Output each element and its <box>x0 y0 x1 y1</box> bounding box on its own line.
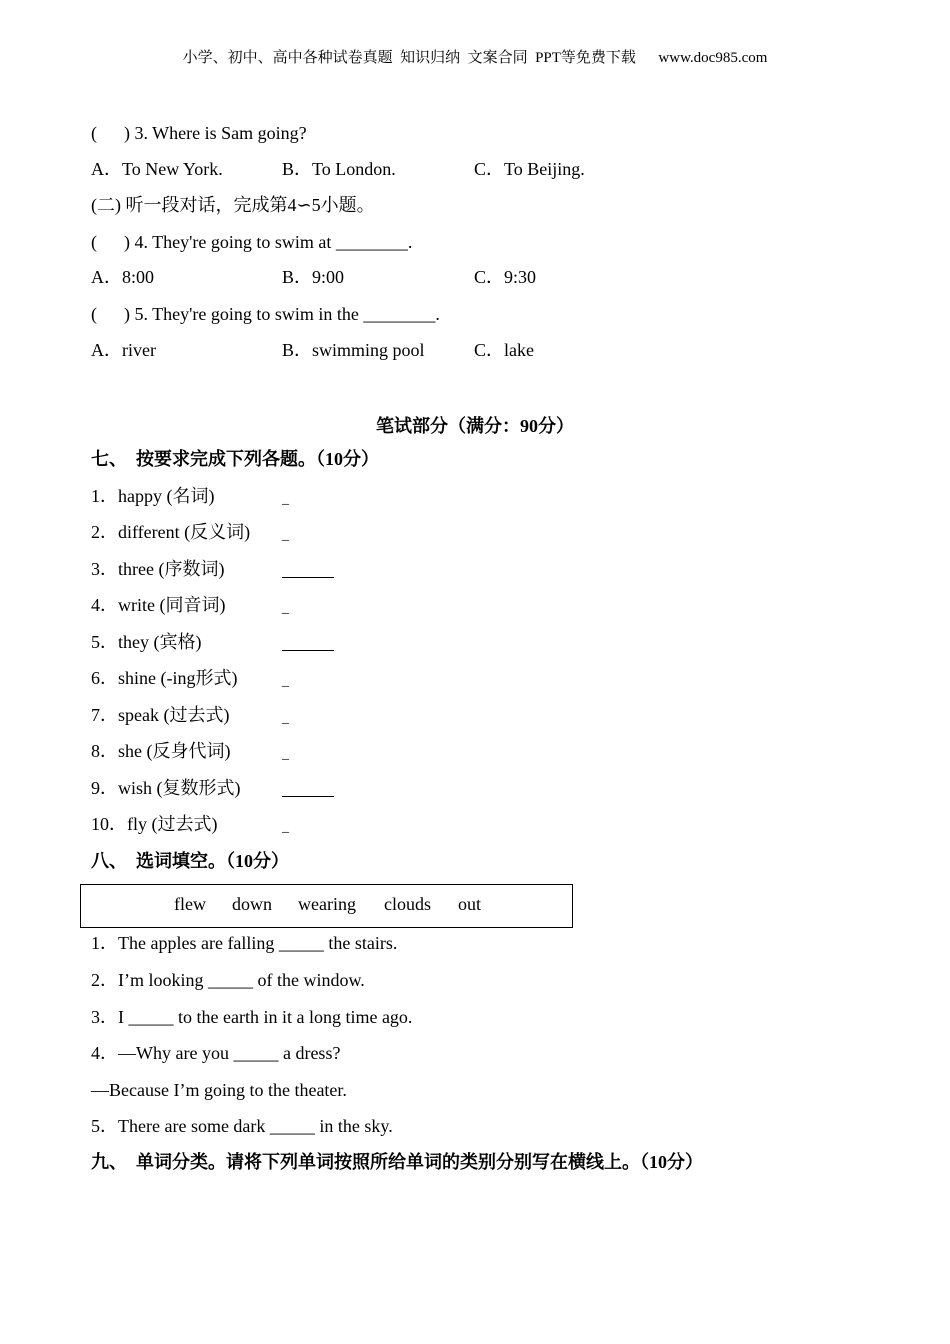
answer-line <box>282 650 334 651</box>
answer-blank: _ <box>282 820 289 835</box>
q5-option-a: A．river <box>91 340 156 360</box>
s8-item: 4．—Why are you _____ a dress? <box>91 1043 341 1063</box>
section-8-title: 八、 选词填空。（10分） <box>91 851 289 871</box>
section-9-title: 九、 单词分类。请将下列单词按照所给单词的类别分别写在横线上。（10分） <box>91 1152 703 1172</box>
answer-blank: _ <box>282 711 289 726</box>
s7-item: 5．they (宾格) <box>91 632 202 652</box>
q4-option-c: C．9:30 <box>474 267 537 287</box>
s7-item: 6．shine (-ing形式) <box>91 668 238 688</box>
q4-option-a: A．8:00 <box>91 267 154 287</box>
written-part-title: 笔试部分（满分：90分） <box>376 416 574 436</box>
page-header: 小学、初中、高中各种试卷真题 知识归纳 文案合同 PPT等免费下载 www.doc985.com <box>182 50 768 66</box>
s8-item: 5．There are some dark _____ in the sky. <box>91 1116 393 1136</box>
answer-line <box>282 577 334 578</box>
s7-item: 7．speak (过去式) <box>91 705 230 725</box>
s7-item: 2．different (反义词) <box>91 522 251 542</box>
word-bank-box <box>80 884 573 928</box>
s8-item: 2．I’m looking _____ of the window. <box>91 970 365 990</box>
answer-blank: _ <box>282 601 289 616</box>
word-bank-word: down <box>232 894 272 914</box>
section-7-title: 七、 按要求完成下列各题。（10分） <box>91 449 379 469</box>
q3-option-b: B．To London. <box>282 159 396 179</box>
s8-item: 3．I _____ to the earth in it a long time ago. <box>91 1007 413 1027</box>
word-bank-word: wearing <box>298 894 356 914</box>
s7-item: 10．fly (过去式) <box>91 814 218 834</box>
q5-option-b: B．swimming pool <box>282 340 425 360</box>
question-3: ( ) 3. Where is Sam going? <box>91 123 307 143</box>
answer-blank: _ <box>282 674 289 689</box>
s7-item: 3．three (序数词) <box>91 559 225 579</box>
question-5: ( ) 5. They're going to swim in the ________. <box>91 304 440 324</box>
s7-item: 8．she (反身代词) <box>91 741 231 761</box>
q3-option-c: C．To Beijing. <box>474 159 585 179</box>
answer-blank: _ <box>282 492 289 507</box>
s8-item: 1．The apples are falling _____ the stairs. <box>91 933 398 953</box>
question-4: ( ) 4. They're going to swim at ________. <box>91 232 413 252</box>
s7-item: 9．wish (复数形式) <box>91 778 241 798</box>
answer-blank: _ <box>282 528 289 543</box>
listening-part2-intro: (二) 听一段对话，完成第4∽5小题。 <box>91 195 375 215</box>
q4-option-b: B．9:00 <box>282 267 345 287</box>
s8-item-response: —Because I’m going to the theater. <box>91 1080 347 1100</box>
answer-blank: _ <box>282 747 289 762</box>
q5-option-c: C．lake <box>474 340 534 360</box>
q3-option-a: A．To New York. <box>91 159 223 179</box>
s7-item: 1．happy (名词) <box>91 486 215 506</box>
answer-line <box>282 796 334 797</box>
word-bank-word: out <box>458 894 482 914</box>
word-bank-word: flew <box>174 894 206 914</box>
word-bank-word: clouds <box>384 894 431 914</box>
s7-item: 4．write (同音词) <box>91 595 226 615</box>
